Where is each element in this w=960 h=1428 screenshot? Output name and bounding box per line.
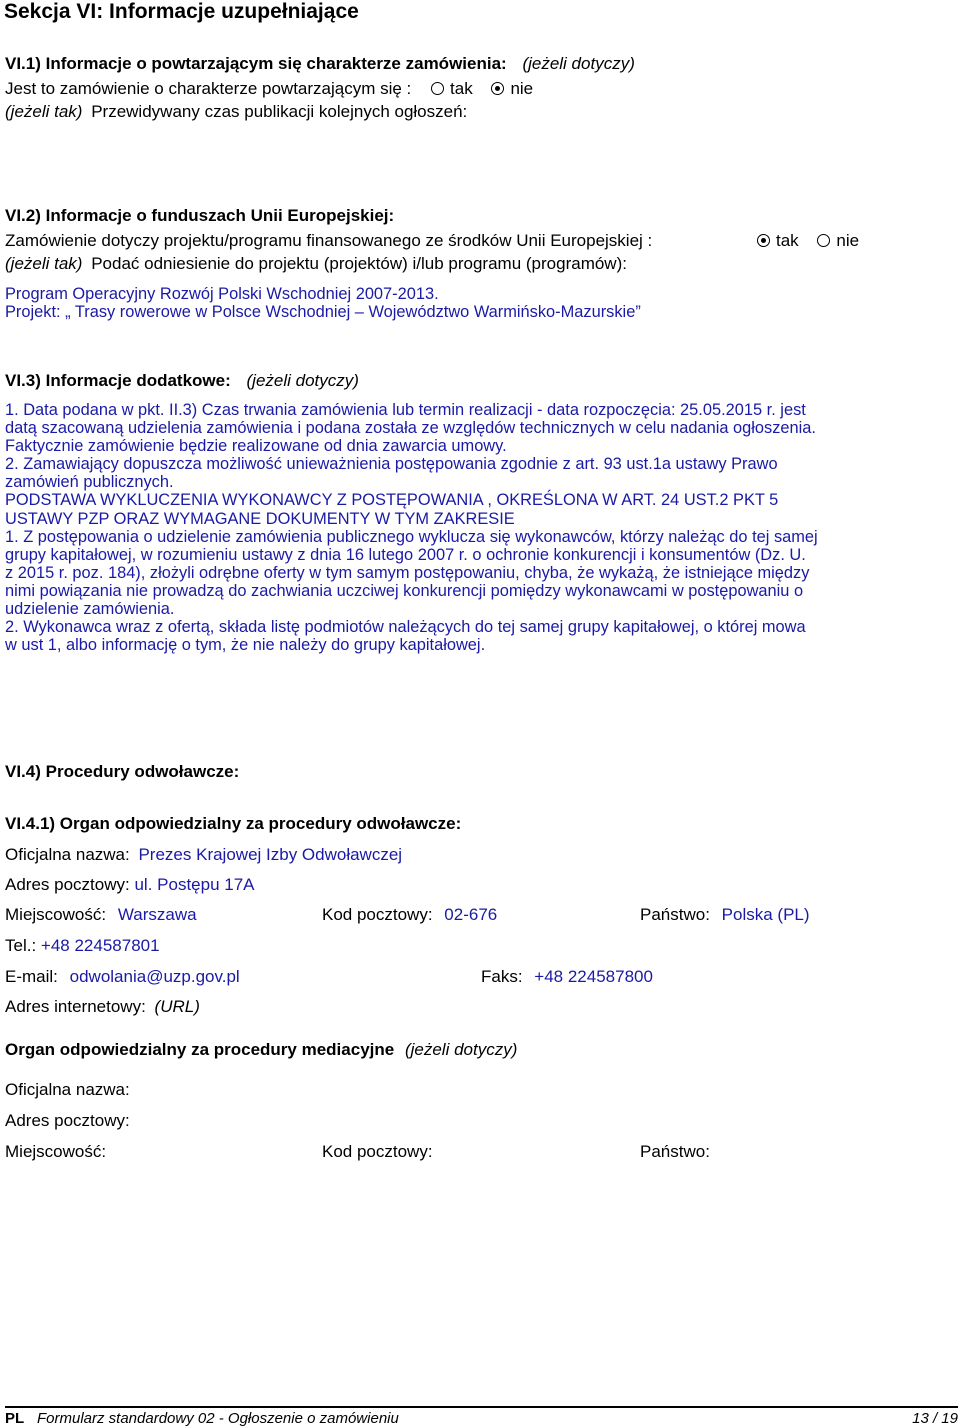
radio-checked-icon[interactable] <box>757 234 770 247</box>
vi3-line: 1. Data podana w pkt. II.3) Czas trwania zamówienia lub termin realizacji - data rozpoczęcia: 25.05.2015 r. jest <box>5 401 806 419</box>
review-body-fax-row <box>481 967 653 987</box>
vi2-question: Zamówienie dotyczy projektu/programu finansowanego ze środków Unii Europejskiej : <box>5 231 653 250</box>
footer-form-name: Formularz standardowy 02 - Ogłoszenie o zamówieniu <box>37 1410 399 1427</box>
review-body-www-value: (URL) <box>154 997 200 1016</box>
mediation-heading-note: (jeżeli dotyczy) <box>404 1040 518 1059</box>
vi3-heading <box>5 371 359 391</box>
radio-unchecked-icon[interactable] <box>431 82 444 95</box>
review-body-www-row <box>5 997 200 1017</box>
vi3-additional-info <box>5 401 955 654</box>
vi3-line: udzielenie zamówienia. <box>5 600 175 619</box>
review-body-address-value: ul. Postępu 17A <box>134 875 255 894</box>
review-body-address-row <box>5 875 255 895</box>
vi2-option-yes-label: tak <box>776 231 799 250</box>
vi3-line: datą szacowaną udzielenia zamówienia i podana została ze względów technicznych w celu nadania ogłoszenia. <box>5 419 816 438</box>
review-body-www-label: Adres internetowy: <box>5 997 146 1016</box>
review-body-fax-value: +48 224587800 <box>534 967 653 986</box>
review-body-city-value: Warszawa <box>117 905 197 924</box>
vi3-line: 1. Z postępowania o udzielenie zamówienia publicznego wyklucza się wykonawców, którzy należąc do tej samej <box>5 527 818 546</box>
vi2-option-no-label: nie <box>836 231 860 250</box>
footer-divider <box>5 1406 958 1408</box>
vi3-line: PODSTAWA WYKLUCZENIA WYKONAWCY Z POSTĘPOWANIA , OKREŚLONA W ART. 24 UST.2 PKT 5 <box>5 491 779 510</box>
vi1-option-no-label: nie <box>510 79 534 98</box>
vi1-heading-note: (jeżeli dotyczy) <box>522 54 635 73</box>
review-body-city-row <box>5 905 197 925</box>
vi3-line: 2. Zamawiający dopuszcza możliwość unieważnienia postępowania zgodnie z art. 93 ust.1a ustawy Prawo <box>5 455 778 474</box>
review-body-country-value: Polska (PL) <box>721 905 810 924</box>
mediation-address-label: Adres pocztowy: <box>5 1111 130 1130</box>
section-title: Sekcja VI: Informacje uzupełniające <box>4 0 359 23</box>
mediation-name-label: Oficjalna nazwa: <box>5 1080 130 1099</box>
vi4-heading: VI.4) Procedury odwoławcze: <box>5 762 240 781</box>
radio-checked-icon[interactable] <box>491 82 504 95</box>
vi1-question-row <box>5 79 533 99</box>
radio-unchecked-icon[interactable] <box>817 234 830 247</box>
mediation-country-label: Państwo: <box>640 1142 710 1161</box>
vi1-option-no[interactable] <box>491 79 533 98</box>
review-body-country-row <box>640 905 810 925</box>
review-body-address-label: Adres pocztowy: <box>5 875 130 894</box>
vi2-option-yes[interactable] <box>757 231 799 250</box>
vi1-option-yes-label: tak <box>450 79 473 98</box>
review-body-fax-label: Faks: <box>481 967 523 986</box>
vi3-line: w ust 1, albo informację o tym, że nie należy do grupy kapitałowej. <box>5 636 486 655</box>
review-body-postcode-row <box>322 905 497 925</box>
mediation-heading-text: Organ odpowiedzialny za procedury mediacyjne <box>5 1040 395 1059</box>
vi1-option-yes[interactable] <box>431 79 473 98</box>
vi2-heading: VI.2) Informacje o funduszach Unii Europejskiej: <box>5 206 395 225</box>
vi3-line: zamówień publicznych. <box>5 473 174 492</box>
vi1-question: Jest to zamówienie o charakterze powtarzającym się : <box>5 79 412 98</box>
vi2-option-no[interactable] <box>817 231 859 250</box>
vi3-heading-note: (jeżeli dotyczy) <box>246 371 359 390</box>
page-footer <box>5 1408 958 1428</box>
review-body-tel-label: Tel.: <box>5 936 37 955</box>
vi1-heading <box>5 54 635 74</box>
review-body-tel-row <box>5 936 160 956</box>
mediation-city-label: Miejscowość: <box>5 1142 107 1161</box>
vi3-line: z 2015 r. poz. 184), złożyli odrębne oferty w tym samym postępowaniu, chyba, że wykażą, że istniejące między <box>5 563 810 582</box>
vi1-followup <box>5 102 467 122</box>
vi3-line: Faktycznie zamówienie będzie realizowane od dnia zawarcia umowy. <box>5 437 507 456</box>
review-body-name-row <box>5 845 402 865</box>
vi2-options <box>757 231 859 251</box>
vi41-heading: VI.4.1) Organ odpowiedzialny za procedury odwoławcze: <box>5 814 462 833</box>
review-body-tel-value: +48 224587801 <box>40 936 160 955</box>
review-body-email-label: E-mail: <box>5 967 58 986</box>
vi2-answer <box>5 285 955 321</box>
vi2-answer-line: Program Operacyjny Rozwój Polski Wschodniej 2007-2013. <box>5 285 439 303</box>
review-body-postcode-label: Kod pocztowy: <box>322 905 433 924</box>
footer-page-number: 13 / 19 <box>912 1410 958 1427</box>
vi1-followup-text: Przewidywany czas publikacji kolejnych ogłoszeń: <box>91 102 468 121</box>
review-body-postcode-value: 02-676 <box>444 905 498 924</box>
vi2-followup-prefix: (jeżeli tak) <box>5 254 83 273</box>
footer-lang: PL <box>5 1410 25 1427</box>
vi3-line: nimi powiązania nie prowadzą do zachwiania uczciwej konkurencji pomiędzy wykonawcami w postępowaniu o <box>5 581 804 600</box>
vi1-heading-text: VI.1) Informacje o powtarzającym się charakterze zamówienia: <box>5 54 507 73</box>
review-body-email-row <box>5 967 240 987</box>
mediation-postcode-label: Kod pocztowy: <box>322 1142 433 1161</box>
review-body-name-label: Oficjalna nazwa: <box>5 845 130 864</box>
vi2-answer-line: Projekt: „ Trasy rowerowe w Polsce Wschodniej – Województwo Warmińsko-Mazurskie” <box>5 303 641 322</box>
vi3-heading-text: VI.3) Informacje dodatkowe: <box>5 371 231 390</box>
vi2-followup-text: Podać odniesienie do projektu (projektów) i/lub programu (programów): <box>91 254 627 273</box>
vi3-line: USTAWY PZP ORAZ WYMAGANE DOKUMENTY W TYM ZAKRESIE <box>5 509 515 528</box>
review-body-email-value[interactable]: odwolania@uzp.gov.pl <box>69 967 240 986</box>
vi3-line: 2. Wykonawca wraz z ofertą, składa listę podmiotów należących do tej samej grupy kapitałowej, o której mowa <box>5 618 806 637</box>
vi1-followup-prefix: (jeżeli tak) <box>5 102 83 121</box>
vi3-line: grupy kapitałowej, w rozumieniu ustawy z dnia 16 lutego 2007 r. o ochronie konkurencji i konsumentów (Dz. U. <box>5 545 806 564</box>
mediation-heading <box>5 1040 517 1060</box>
review-body-name-value: Prezes Krajowej Izby Odwoławczej <box>138 845 403 864</box>
vi2-followup <box>5 254 627 274</box>
review-body-country-label: Państwo: <box>640 905 710 924</box>
review-body-city-label: Miejscowość: <box>5 905 107 924</box>
